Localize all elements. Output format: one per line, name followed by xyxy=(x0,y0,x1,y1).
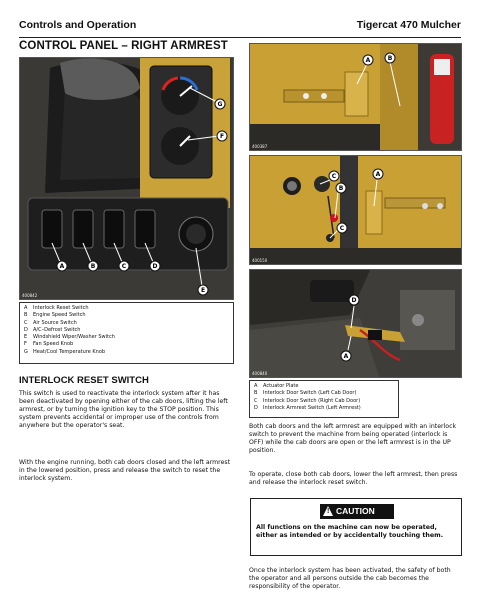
legend-item: B Interlock Door Switch (Left Cab Door) xyxy=(254,390,357,397)
exclamation-icon: ! xyxy=(327,508,330,515)
header-section-title: Controls and Operation xyxy=(19,19,137,31)
callout-D: D xyxy=(152,263,158,270)
callout-C: C xyxy=(331,173,337,180)
interlock-legend xyxy=(249,380,399,418)
closing-paragraph: Once the interlock system has been activated, the safety of both the operator and all persons outside the cab becomes the responsibility of the operator. xyxy=(249,567,451,591)
left-paragraph-2: With the engine running, both cab doors closed and the left armrest in the lowered position, press and release the switch to reset the interlock system. xyxy=(19,459,231,483)
legend-item: A Actuator Plate xyxy=(254,383,299,389)
legend-item: D A/C–Defrost Switch xyxy=(24,326,81,333)
callout-C: C xyxy=(339,225,345,232)
right-paragraph-2: To operate, close both cab doors, lower the left armrest, then press and release the interlock reset switch. xyxy=(249,471,458,487)
callout-C: C xyxy=(121,263,127,270)
control-panel-photo xyxy=(19,57,234,300)
caution-badge xyxy=(320,504,394,519)
callout-E: E xyxy=(200,287,206,294)
callout-A: A xyxy=(365,57,371,64)
legend-item: B Engine Speed Switch xyxy=(24,312,86,319)
caution-box xyxy=(250,498,462,556)
callout-A: A xyxy=(59,263,65,270)
page-header xyxy=(19,12,461,38)
caution-message: All functions on the machine can now be operated, either as intended or by accidentally touching them. xyxy=(256,524,444,540)
legend-item: A Interlock Reset Switch xyxy=(24,305,89,311)
header-product-name: Tigercat 470 Mulcher xyxy=(356,19,461,31)
cab-door-actuator-photo xyxy=(249,43,462,151)
section-title: CONTROL PANEL – RIGHT ARMREST xyxy=(19,40,228,52)
callout-B: B xyxy=(387,55,393,62)
photo-code: 400150 xyxy=(252,258,268,263)
interlock-reset-heading: INTERLOCK RESET SWITCH xyxy=(19,375,149,386)
armrest-switch-photo xyxy=(249,269,462,378)
callout-A: A xyxy=(375,171,381,178)
callout-A: A xyxy=(343,353,349,360)
photo-code: 400387 xyxy=(252,144,268,149)
callout-G: G xyxy=(217,101,223,108)
photo-code: 400840 xyxy=(252,371,268,376)
callout-D: D xyxy=(351,297,357,304)
door-switch-photo xyxy=(249,155,462,265)
legend-item: F Fan Speed Knob xyxy=(24,341,74,348)
left-paragraph-1: This switch is used to reactivate the interlock system after it has been deactivated by opening either of the cab doors, lifting the left armrest, or by turning the ignition key to the STOP position. This system prevents accidental or improper use of the controls from anywhere but the operator's seat. xyxy=(19,390,228,430)
control-panel-legend xyxy=(19,302,234,364)
legend-item: G Heat/Cool Temperature Knob xyxy=(24,348,106,355)
photo-code: 400842 xyxy=(22,293,38,298)
legend-item: D Interlock Armrest Switch (Left Armrest) xyxy=(254,404,361,411)
caution-label: CAUTION xyxy=(336,506,375,516)
callout-B: B xyxy=(90,263,96,270)
callout-B: B xyxy=(338,185,344,192)
legend-item: C Air Source Switch xyxy=(24,319,77,326)
right-paragraph-1: Both cab doors and the left armrest are equipped with an interlock switch to prevent the machine from being operated (interlock is OFF) while the cab doors are open or the left armrest is in the UP position. xyxy=(249,423,457,455)
legend-item: E Windshield Wiper/Washer Switch xyxy=(24,334,115,341)
legend-item: C Interlock Door Switch (Right Cab Door) xyxy=(254,397,361,404)
callout-F: F xyxy=(219,133,225,140)
